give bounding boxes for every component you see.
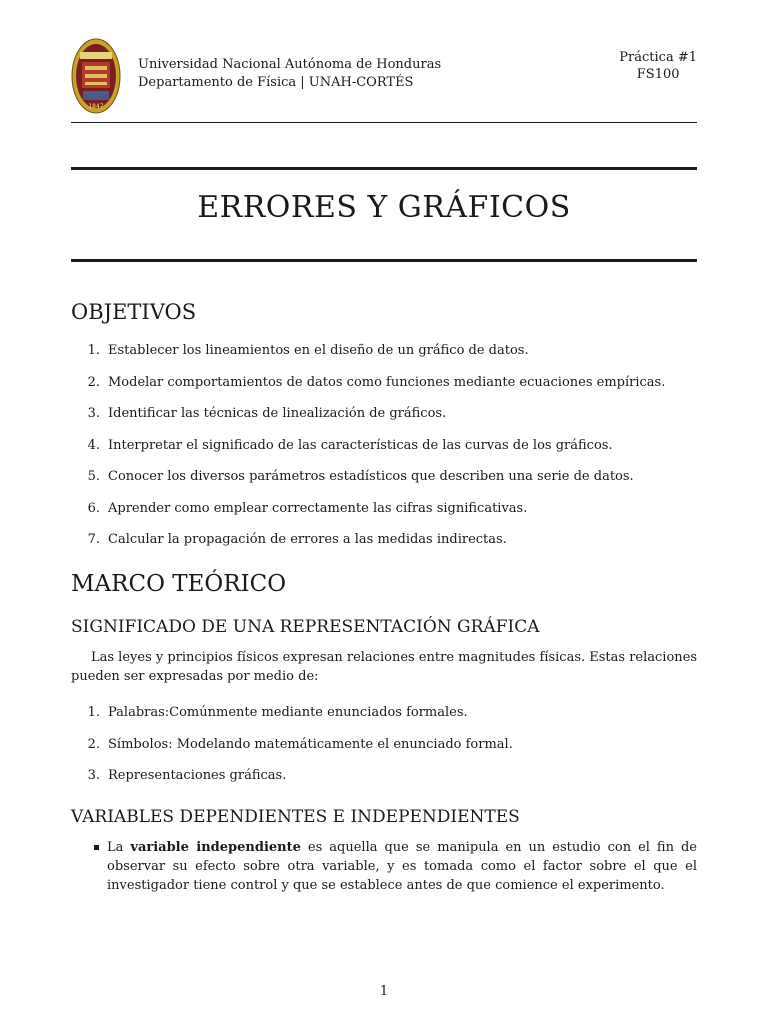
university-seal-logo (71, 38, 121, 114)
list-item: 4. Interpretar el significado de las características de las curvas de los gráficos. (87, 437, 613, 453)
section-heading-representacion: SIGNIFICADO DE UNA REPRESENTACIÓN GRÁFICA (71, 617, 540, 637)
header-rule (71, 122, 697, 123)
practice-number: Práctica #1 (619, 50, 697, 65)
title-rule-bottom (71, 259, 697, 262)
course-code: FS100 (636, 67, 680, 82)
list-item: 7. Calcular la propagación de errores a las medidas indirectas. (87, 532, 507, 547)
list-item: 2. Modelar comportamientos de datos como funciones mediante ecuaciones empíricas. (87, 374, 666, 390)
practice-block (619, 49, 697, 83)
intro-paragraph: Las leyes y principios físicos expresan relaciones entre magnitudes físicas. Estas relaciones pueden ser expresadas por medio de: (71, 650, 698, 684)
bullet-text: La variable independiente es aquella que se manipula en un estudio con el fin de observar su efecto sobre otra variable, y es tomada como el factor sobre el que el investigador tiene control y que se establece antes de que comience el experimento. (107, 840, 698, 893)
list-item: 1. Establecer los lineamientos en el diseño de un gráfico de datos. (87, 343, 529, 358)
list-item: 2. Símbolos: Modelando matemáticamente el enunciado formal. (87, 736, 513, 752)
list-item: 6. Aprender como emplear correctamente las cifras significativas. (87, 500, 528, 516)
bullet-square-icon (94, 845, 99, 850)
section-heading-variables: VARIABLES DEPENDIENTES E INDEPENDIENTES (71, 807, 520, 827)
institution-name: Universidad Nacional Autónoma de Honduras (138, 57, 442, 72)
title-rule-top (71, 167, 697, 170)
document-title: ERRORES Y GRÁFICOS (197, 190, 571, 225)
list-item: 3. Identificar las técnicas de linealización de gráficos. (87, 406, 447, 421)
marco-teorico-heading: MARCO TEÓRICO (71, 571, 287, 597)
bullet-item (71, 838, 697, 895)
objectives-list (71, 342, 697, 563)
department-name: Departamento de Física | UNAH-CORTÉS (138, 75, 414, 90)
list-item: 3. Representaciones gráficas. (87, 768, 287, 783)
objectives-heading: OBJETIVOS (71, 300, 197, 324)
list-item: 1. Palabras:Comúnmente mediante enunciados formales. (87, 705, 468, 720)
list-item: 5. Conocer los diversos parámetros estadísticos que describen una serie de datos. (87, 469, 634, 484)
expression-list (71, 704, 697, 799)
page-number: 1 (379, 984, 389, 999)
institution-block (138, 56, 441, 92)
bold-term: variable independiente (130, 840, 301, 855)
svg-text:1847: 1847 (88, 103, 104, 110)
